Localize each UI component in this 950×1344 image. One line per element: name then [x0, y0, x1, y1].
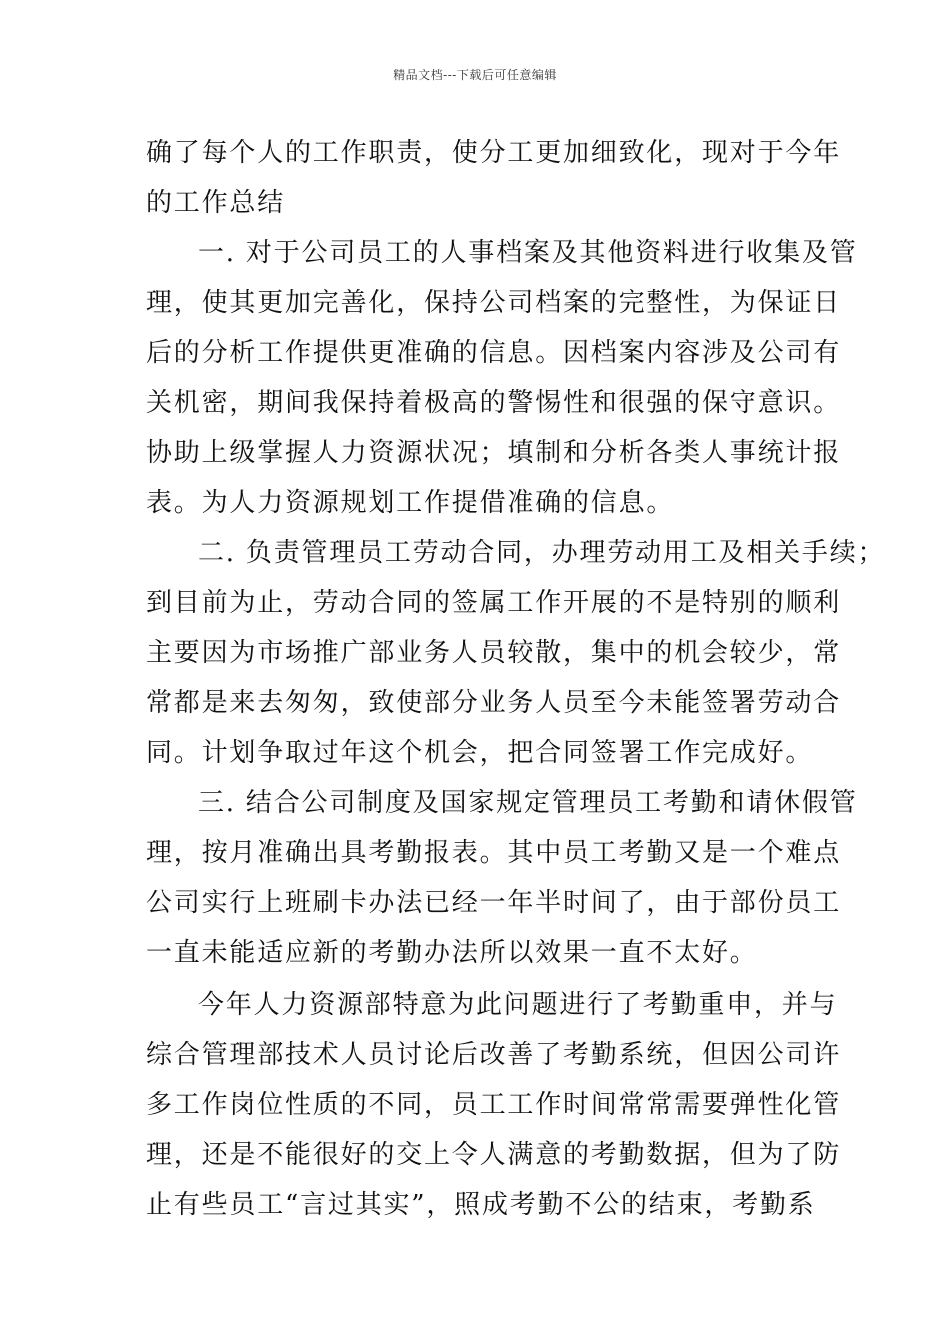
text-line: 同。计划争取过年这个机会，把合同签署工作完成好。 [146, 738, 814, 768]
text-line: 协助上级掌握人力资源状况；填制和分析各类人事统计报 [146, 438, 842, 468]
text-line: 主要因为市场推广部业务人员较散，集中的机会较少，常 [146, 638, 842, 668]
text-line: 综合管理部技术人员讨论后改善了考勤系统，但因公司许 [146, 1040, 842, 1070]
text-line: 理，按月准确出具考勤报表。其中员工考勤又是一个难点 [146, 838, 842, 868]
page-header: 精品文档---下载后可任意编辑 [393, 68, 557, 82]
text-line: 一直未能适应新的考勤办法所以效果一直不太好。 [146, 938, 758, 968]
text-line: 多工作岗位性质的不同，员工工作时间常常需要弹性化管 [146, 1090, 842, 1120]
text-line: 后的分析工作提供更准确的信息。因档案内容涉及公司有 [146, 338, 842, 368]
section-one-start: 一. 对于公司员工的人事档案及其他资料进行收集及管 [198, 238, 858, 268]
text-line: 关机密，期间我保持着极高的警惕性和很强的保守意识。 [146, 388, 842, 418]
section-two-start: 二. 负责管理员工劳动合同，办理劳动用工及相关手续； [198, 538, 886, 568]
text-line: 常都是来去匆匆，致使部分业务人员至今未能签署劳动合 [146, 688, 842, 718]
section-three-start: 三. 结合公司制度及国家规定管理员工考勤和请休假管 [198, 788, 858, 818]
text-line: 理，使其更加完善化，保持公司档案的完整性，为保证日 [146, 288, 842, 318]
text-line: 公司实行上班刷卡办法已经一年半时间了，由于部份员工 [146, 888, 842, 918]
text-line: 表。为人力资源规划工作提借准确的信息。 [146, 488, 675, 518]
text-line: 理，还是不能很好的交上令人满意的考勤数据，但为了防 [146, 1140, 842, 1170]
document-body [146, 128, 886, 1230]
text-line: 到目前为止，劳动合同的签属工作开展的不是特别的顺利 [146, 588, 842, 618]
text-line: 止有些员工“言过其实”，照成考勤不公的结束，考勤系 [146, 1190, 816, 1220]
text-line: 的工作总结 [146, 188, 286, 218]
paragraph-start: 今年人力资源部特意为此问题进行了考勤重申，并与 [198, 990, 838, 1020]
text-line: 确了每个人的工作职责，使分工更加细致化，现对于今年 [146, 138, 842, 168]
